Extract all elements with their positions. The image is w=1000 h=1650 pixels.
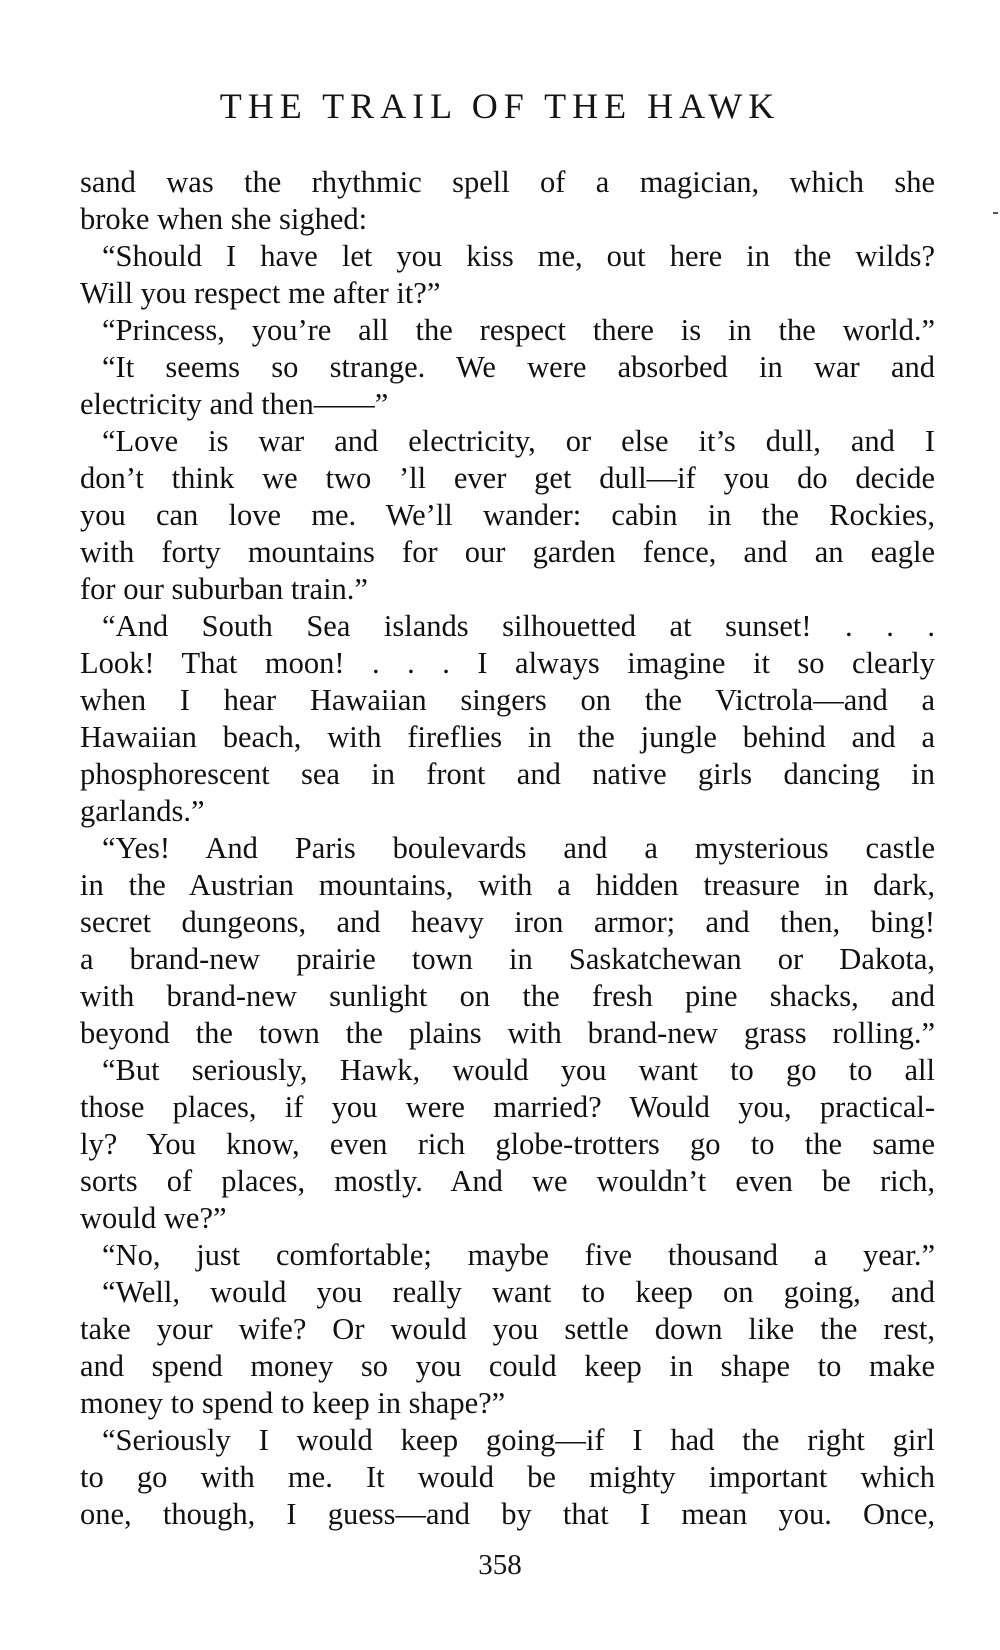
- text-line: sorts of places, mostly. And we wouldn’t even be rich,: [80, 1164, 935, 1198]
- text-line: ly? You know, even rich globe-trotters go to the same: [80, 1127, 935, 1161]
- text-line: Will you respect me after it?”: [80, 276, 441, 310]
- text-line: with forty mountains for our garden fence, and an eagle: [80, 535, 935, 569]
- text-line: one, though, I guess—and by that I mean you. Once,: [80, 1497, 935, 1531]
- text-line: with brand-new sunlight on the fresh pine shacks, and: [80, 979, 935, 1013]
- text-line: to go with me. It would be mighty important which: [80, 1460, 935, 1494]
- text-line: and spend money so you could keep in shape to make: [80, 1349, 935, 1383]
- text-line: a brand-new prairie town in Saskatchewan or Dakota,: [80, 942, 935, 976]
- text-line: “Yes! And Paris boulevards and a mysterious castle: [102, 831, 935, 865]
- text-line: “It seems so strange. We were absorbed in war and: [102, 350, 935, 384]
- running-head: THE TRAIL OF THE HAWK: [219, 86, 781, 126]
- text-line: “Seriously I would keep going—if I had the right girl: [102, 1423, 935, 1457]
- page-number: 358: [478, 1549, 522, 1581]
- margin-mark: [993, 212, 998, 214]
- text-line: you can love me. We’ll wander: cabin in the Rockies,: [80, 498, 935, 532]
- text-line: don’t think we two ’ll ever get dull—if you do decide: [80, 461, 935, 495]
- text-line: those places, if you were married? Would you, practical-: [80, 1090, 935, 1124]
- text-line: for our suburban train.”: [80, 572, 368, 606]
- text-line: “And South Sea islands silhouetted at sunset! . . .: [102, 609, 935, 643]
- text-line: garlands.”: [80, 794, 205, 828]
- text-line: “Well, would you really want to keep on going, and: [102, 1275, 935, 1309]
- text-line: money to spend to keep in shape?”: [80, 1386, 506, 1420]
- text-line: secret dungeons, and heavy iron armor; and then, bing!: [80, 905, 935, 939]
- text-line: electricity and then——”: [80, 387, 389, 421]
- text-line: “Princess, you’re all the respect there is in the world.”: [102, 313, 935, 347]
- text-line: “But seriously, Hawk, would you want to go to all: [102, 1053, 935, 1087]
- text-line: in the Austrian mountains, with a hidden treasure in dark,: [80, 868, 935, 902]
- text-line: “Should I have let you kiss me, out here in the wilds?: [102, 239, 935, 273]
- text-line: take your wife? Or would you settle down like the rest,: [80, 1312, 935, 1346]
- text-line: would we?”: [80, 1201, 227, 1235]
- text-line: phosphorescent sea in front and native girls dancing in: [80, 757, 935, 791]
- text-line: “No, just comfortable; maybe five thousand a year.”: [102, 1238, 935, 1272]
- body-text: [80, 164, 935, 1533]
- text-line: Hawaiian beach, with fireflies in the jungle behind and a: [80, 720, 935, 754]
- text-line: broke when she sighed:: [80, 202, 368, 236]
- text-line: sand was the rhythmic spell of a magician, which she: [80, 165, 935, 199]
- text-line: beyond the town the plains with brand-new grass rolling.”: [80, 1016, 935, 1050]
- text-line: “Love is war and electricity, or else it’s dull, and I: [102, 424, 935, 458]
- text-line: Look! That moon! . . . I always imagine it so clearly: [80, 646, 935, 680]
- text-line: when I hear Hawaiian singers on the Victrola—and a: [80, 683, 935, 717]
